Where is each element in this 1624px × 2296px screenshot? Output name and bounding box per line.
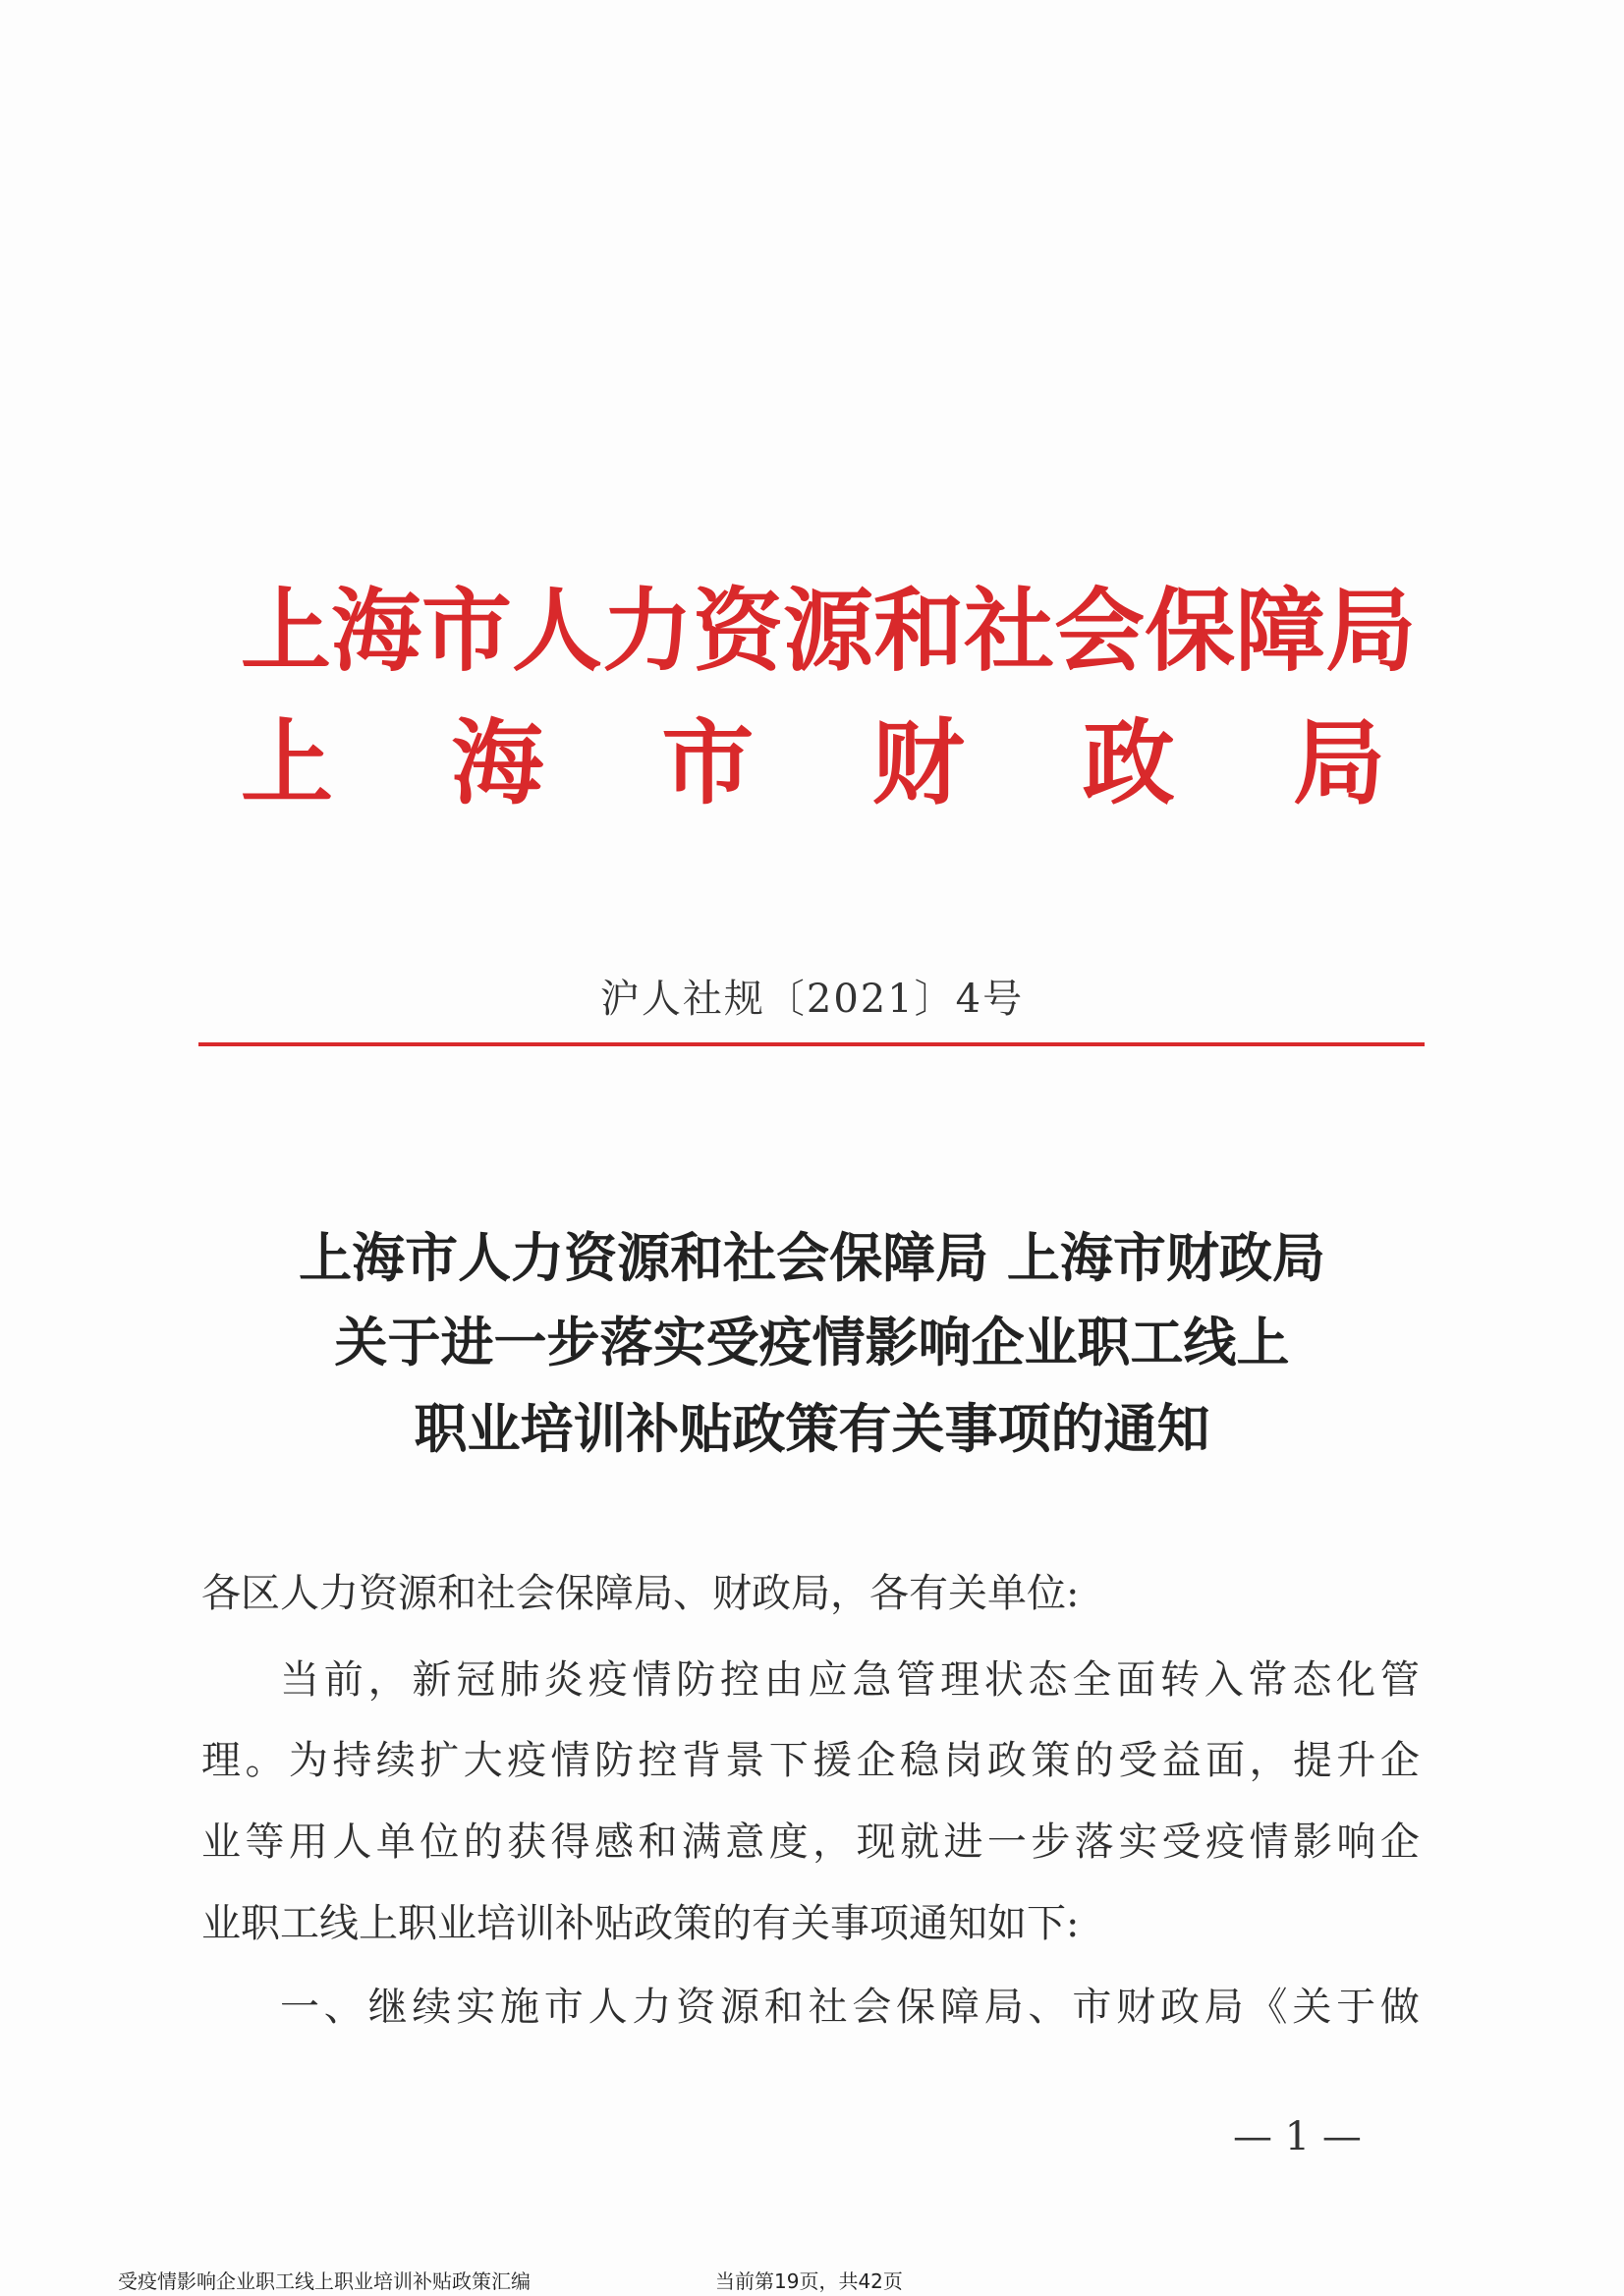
glyph: 会 [852, 1985, 892, 2030]
glyph: 转 [1159, 1657, 1200, 1703]
footer-title: 受疫情影响企业职工线上职业培训补贴政策汇编 [118, 2269, 531, 2293]
glyph: 续 [412, 1985, 452, 2030]
glyph: ， [1249, 1738, 1289, 1783]
glyph: 上 [241, 578, 332, 684]
glyph: 用 [288, 1820, 328, 1865]
glyph: 当 [280, 1657, 319, 1703]
glyph: 防 [593, 1738, 634, 1783]
glyph: 局 [1292, 709, 1385, 817]
glyph: 步 [1031, 1820, 1071, 1865]
glyph: 受 [1118, 1738, 1158, 1783]
glyph: 障 [939, 1985, 980, 2030]
glyph: 理 [201, 1738, 241, 1783]
glyph: 局 [983, 1985, 1024, 2030]
glyph: 关 [1292, 1985, 1332, 2030]
item-1-line [280, 1985, 1420, 2030]
glyph: 持 [332, 1738, 372, 1783]
glyph: 的 [463, 1820, 503, 1865]
glyph: 会 [1054, 578, 1146, 684]
glyph: 化 [1336, 1657, 1376, 1703]
glyph: 态 [1028, 1657, 1068, 1703]
glyph: 资 [676, 1985, 716, 2030]
glyph: 海 [331, 578, 422, 684]
paragraph-line [280, 1657, 1420, 1703]
glyph: 控 [638, 1738, 678, 1783]
glyph: 保 [896, 1985, 936, 2030]
glyph: 疫 [507, 1738, 547, 1783]
glyph: 意 [725, 1820, 765, 1865]
glyph: 施 [499, 1985, 539, 2030]
glyph: 等 [245, 1820, 285, 1865]
glyph: 人 [588, 1985, 628, 2030]
glyph: 感 [593, 1820, 634, 1865]
glyph: 前 [323, 1657, 364, 1703]
glyph: 位 [420, 1820, 460, 1865]
glyph: 《 [1248, 1985, 1288, 2030]
glyph: 进 [943, 1820, 983, 1865]
glyph: 政 [986, 1738, 1027, 1783]
glyph: 应 [808, 1657, 848, 1703]
glyph: 稳 [900, 1738, 939, 1783]
glyph: 疫 [588, 1657, 628, 1703]
paragraph-line [201, 1738, 1420, 1783]
glyph: 企 [856, 1738, 896, 1783]
glyph: 、 [1028, 1985, 1068, 2030]
glyph: 为 [288, 1738, 328, 1783]
glyph: 炎 [543, 1657, 584, 1703]
glyph: 响 [1336, 1820, 1376, 1865]
glyph: 控 [719, 1657, 759, 1703]
glyph: 冠 [456, 1657, 496, 1703]
glyph: 海 [451, 709, 544, 817]
glyph: 力 [632, 1985, 672, 2030]
glyph: 升 [1336, 1738, 1376, 1783]
glyph: 局 [1325, 578, 1417, 684]
glyph: 情 [632, 1657, 672, 1703]
glyph: 一 [280, 1985, 319, 2030]
glyph: 大 [463, 1738, 503, 1783]
letterhead-org-line-1 [241, 578, 1417, 684]
glyph: 政 [1082, 709, 1175, 817]
glyph: 做 [1379, 1985, 1420, 2030]
letterhead-org-line-2 [241, 709, 1385, 817]
glyph: 市 [661, 709, 755, 817]
glyph: 实 [1118, 1820, 1158, 1865]
glyph: 全 [1072, 1657, 1112, 1703]
glyph: 新 [412, 1657, 452, 1703]
page-number: — 1 — [1233, 2114, 1362, 2159]
glyph: 和 [873, 578, 965, 684]
glyph: 于 [1336, 1985, 1376, 2030]
glyph: 单 [375, 1820, 416, 1865]
glyph: 提 [1292, 1738, 1332, 1783]
glyph: 情 [550, 1738, 590, 1783]
glyph: 继 [367, 1985, 408, 2030]
glyph: 源 [719, 1985, 759, 2030]
glyph: 企 [1379, 1738, 1420, 1783]
glyph: 面 [1116, 1657, 1156, 1703]
glyph: 和 [763, 1985, 804, 2030]
glyph: 下 [768, 1738, 809, 1783]
glyph: 。 [245, 1738, 285, 1783]
glyph: 扩 [420, 1738, 460, 1783]
glyph: 疫 [1205, 1820, 1246, 1865]
title-line-1: 上海市人力资源和社会保障局 上海市财政局 [299, 1227, 1325, 1289]
paragraph-line: 业职工线上职业培训补贴政策的有关事项通知如下: [201, 1901, 1080, 1946]
glyph: 由 [763, 1657, 804, 1703]
glyph: 得 [550, 1820, 590, 1865]
glyph: 受 [1161, 1820, 1202, 1865]
glyph: 和 [638, 1820, 678, 1865]
title-line-2: 关于进一步落实受疫情影响企业职工线上 [334, 1312, 1290, 1373]
glyph: 肺 [499, 1657, 539, 1703]
glyph: 策 [1031, 1738, 1071, 1783]
glyph: 市 [543, 1985, 584, 2030]
glyph: 满 [681, 1820, 721, 1865]
glyph: 理 [939, 1657, 980, 1703]
glyph: 资 [693, 578, 784, 684]
glyph: 态 [1292, 1657, 1332, 1703]
document-number: 沪人社规〔2021〕4号 [599, 977, 1025, 1022]
glyph: 防 [676, 1657, 716, 1703]
glyph: 一 [986, 1820, 1027, 1865]
glyph: 财 [871, 709, 965, 817]
glyph: 景 [725, 1738, 765, 1783]
glyph: 状 [983, 1657, 1024, 1703]
glyph: 保 [1145, 578, 1236, 684]
glyph: 社 [964, 578, 1055, 684]
glyph: 障 [1235, 578, 1326, 684]
glyph: 市 [1072, 1985, 1112, 2030]
glyph: 面 [1205, 1738, 1246, 1783]
glyph: 社 [808, 1985, 848, 2030]
glyph: 人 [332, 1820, 372, 1865]
glyph: 获 [507, 1820, 547, 1865]
glyph: 就 [900, 1820, 939, 1865]
glyph: 现 [856, 1820, 896, 1865]
glyph: 情 [1249, 1820, 1289, 1865]
glyph: 续 [375, 1738, 416, 1783]
glyph: 市 [421, 578, 513, 684]
paragraph-line [201, 1820, 1420, 1865]
glyph: 岗 [943, 1738, 983, 1783]
glyph: 管 [896, 1657, 936, 1703]
glyph: 力 [602, 578, 694, 684]
glyph: 入 [1204, 1657, 1244, 1703]
glyph: 常 [1248, 1657, 1288, 1703]
glyph: 上 [241, 709, 334, 817]
glyph: 政 [1159, 1985, 1200, 2030]
glyph: 、 [323, 1985, 364, 2030]
glyph: 源 [783, 578, 874, 684]
glyph: 财 [1116, 1985, 1156, 2030]
glyph: 人 [512, 578, 603, 684]
glyph: 局 [1204, 1985, 1244, 2030]
title-line-3: 职业培训补贴政策有关事项的通知 [414, 1398, 1210, 1460]
glyph: 的 [1074, 1738, 1114, 1783]
glyph: 企 [1379, 1820, 1420, 1865]
glyph: 实 [456, 1985, 496, 2030]
glyph: 落 [1074, 1820, 1114, 1865]
glyph: 管 [1379, 1657, 1420, 1703]
red-divider-line [198, 1042, 1425, 1046]
glyph: 背 [681, 1738, 721, 1783]
glyph: ， [812, 1820, 853, 1865]
glyph: 业 [201, 1820, 241, 1865]
glyph: 援 [812, 1738, 853, 1783]
glyph: ， [367, 1657, 408, 1703]
glyph: 度 [768, 1820, 809, 1865]
footer-page-count: 当前第19页，共42页 [715, 2269, 903, 2293]
glyph: 益 [1161, 1738, 1202, 1783]
glyph: 急 [852, 1657, 892, 1703]
glyph: 影 [1292, 1820, 1332, 1865]
salutation: 各区人力资源和社会保障局、财政局，各有关单位: [201, 1571, 1080, 1616]
